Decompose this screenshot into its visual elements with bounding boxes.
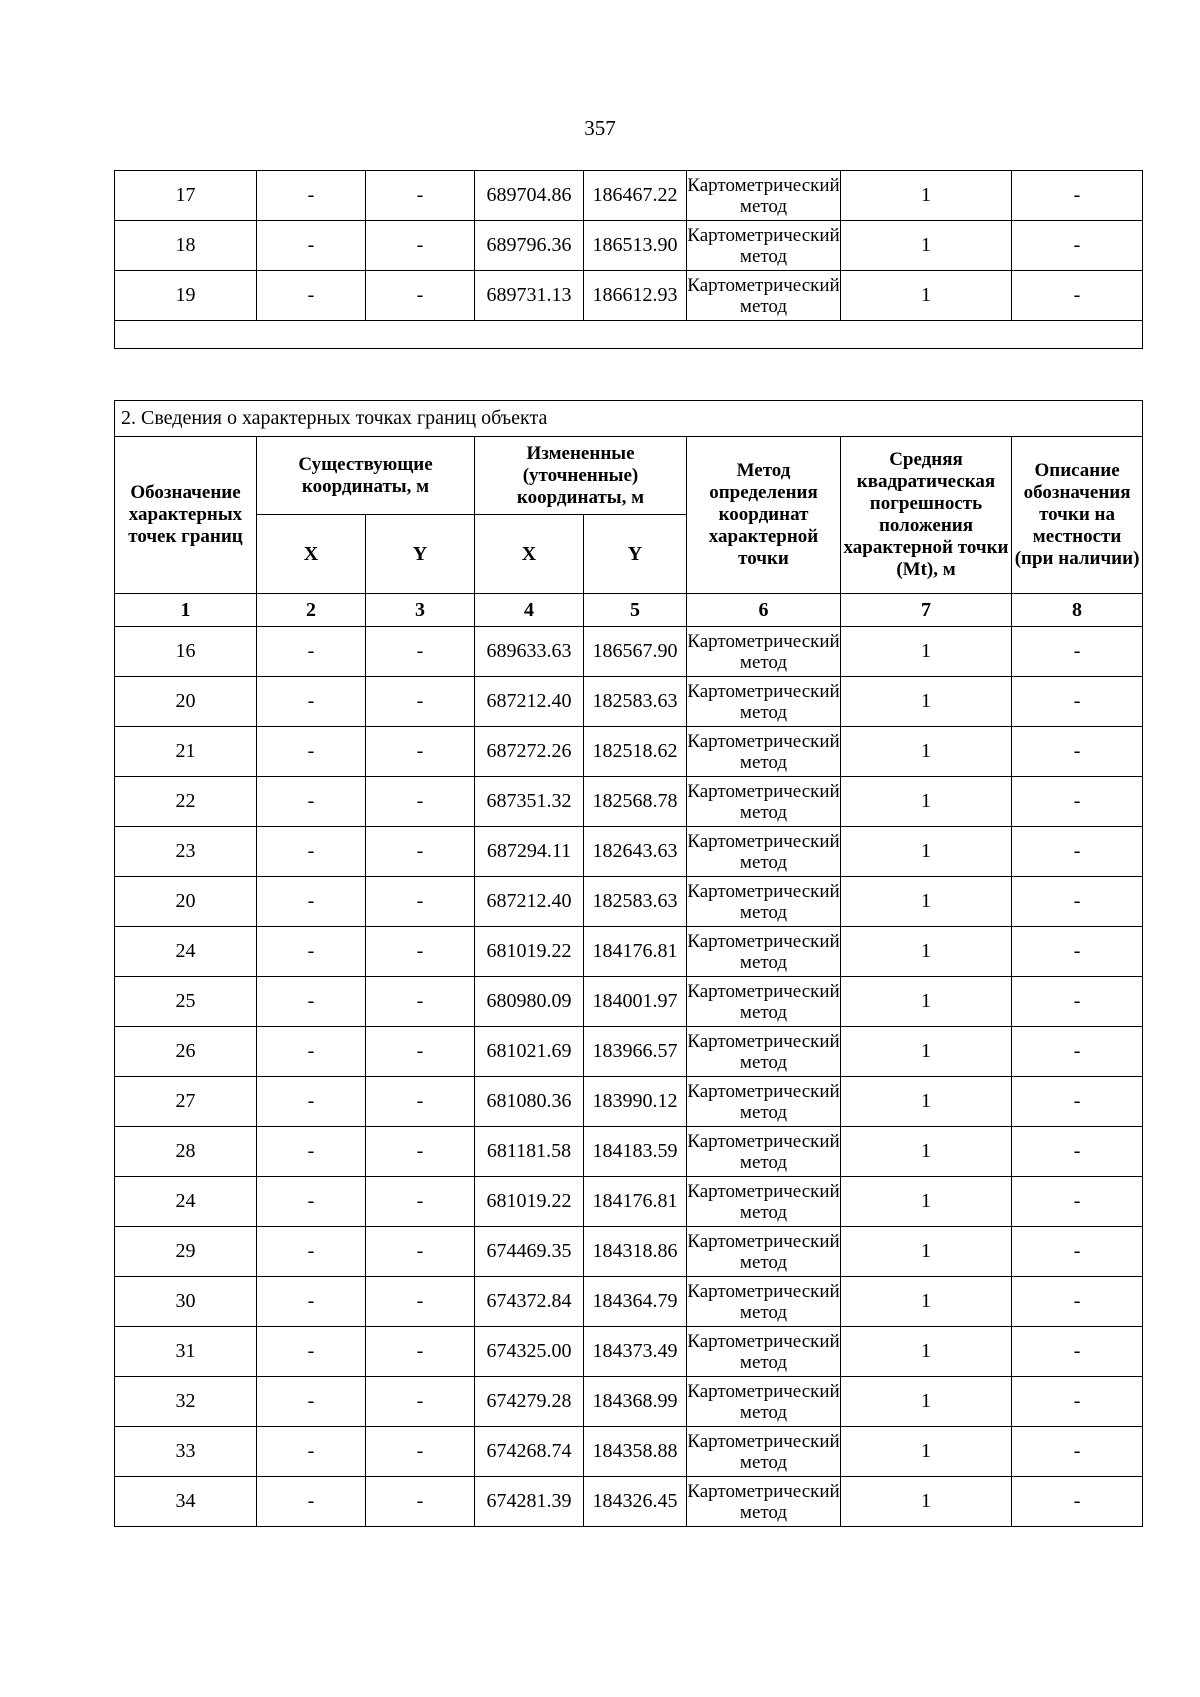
cell-description: - (1012, 171, 1143, 221)
cell-existing-x: - (257, 221, 366, 271)
column-number: 3 (366, 594, 475, 627)
cell-existing-x: - (257, 1427, 366, 1477)
cell-existing-x: - (257, 1027, 366, 1077)
table-row (115, 171, 1143, 221)
cell-method: Картометрический метод (687, 677, 841, 727)
cell-error: 1 (841, 221, 1012, 271)
cell-point: 34 (115, 1477, 257, 1527)
cell-changed-y: 186513.90 (584, 221, 687, 271)
table-row (115, 1027, 1143, 1077)
cell-point: 28 (115, 1127, 257, 1177)
cell-method: Картометрический метод (687, 1327, 841, 1377)
cell-existing-y: - (366, 1027, 475, 1077)
cell-method: Картометрический метод (687, 221, 841, 271)
cell-changed-y: 184368.99 (584, 1377, 687, 1427)
cell-changed-y: 184176.81 (584, 927, 687, 977)
header-existing-coords: Существующие координаты, м (257, 437, 475, 515)
cell-existing-y: - (366, 877, 475, 927)
cell-changed-x: 681181.58 (475, 1127, 584, 1177)
cell-description: - (1012, 1377, 1143, 1427)
cell-changed-y: 182568.78 (584, 777, 687, 827)
cell-method: Картометрический метод (687, 1427, 841, 1477)
cell-description: - (1012, 927, 1143, 977)
cell-error: 1 (841, 927, 1012, 977)
cell-point: 33 (115, 1427, 257, 1477)
cell-changed-y: 184326.45 (584, 1477, 687, 1527)
cell-error: 1 (841, 171, 1012, 221)
header-changed-x: X (475, 515, 584, 594)
table-row (115, 677, 1143, 727)
column-numbers-row (115, 594, 1143, 627)
cell-existing-y: - (366, 927, 475, 977)
cell-changed-y: 184183.59 (584, 1127, 687, 1177)
cell-existing-y: - (366, 827, 475, 877)
cell-existing-x: - (257, 977, 366, 1027)
cell-existing-y: - (366, 171, 475, 221)
cell-changed-x: 687294.11 (475, 827, 584, 877)
cell-changed-x: 687351.32 (475, 777, 584, 827)
cell-changed-y: 186467.22 (584, 171, 687, 221)
table-row (115, 727, 1143, 777)
cell-description: - (1012, 1427, 1143, 1477)
cell-existing-y: - (366, 1127, 475, 1177)
table-row (115, 221, 1143, 271)
cell-error: 1 (841, 977, 1012, 1027)
cell-description: - (1012, 627, 1143, 677)
cell-changed-x: 674469.35 (475, 1227, 584, 1277)
cell-error: 1 (841, 1027, 1012, 1077)
cell-method: Картометрический метод (687, 1377, 841, 1427)
cell-changed-y: 184176.81 (584, 1177, 687, 1227)
header-changed-coords: Измененные (уточненные) координаты, м (475, 437, 687, 515)
table-row (115, 1127, 1143, 1177)
page-number: 357 (584, 116, 616, 140)
cell-changed-x: 689796.36 (475, 221, 584, 271)
cell-point: 21 (115, 727, 257, 777)
cell-error: 1 (841, 1127, 1012, 1177)
cell-description: - (1012, 1127, 1143, 1177)
empty-cell (115, 321, 1143, 349)
cell-changed-x: 689633.63 (475, 627, 584, 677)
header-description: Описание обозначения точки на местности (при наличии) (1012, 437, 1143, 594)
table-row (115, 1227, 1143, 1277)
table-row (115, 1377, 1143, 1427)
cell-existing-x: - (257, 1327, 366, 1377)
cell-existing-y: - (366, 221, 475, 271)
cell-existing-x: - (257, 1177, 366, 1227)
column-number: 4 (475, 594, 584, 627)
cell-error: 1 (841, 1327, 1012, 1377)
cell-existing-x: - (257, 777, 366, 827)
cell-method: Картометрический метод (687, 171, 841, 221)
cell-error: 1 (841, 727, 1012, 777)
cell-error: 1 (841, 777, 1012, 827)
cell-point: 31 (115, 1327, 257, 1377)
cell-existing-y: - (366, 777, 475, 827)
cell-changed-y: 183990.12 (584, 1077, 687, 1127)
cell-existing-y: - (366, 727, 475, 777)
cell-method: Картометрический метод (687, 1277, 841, 1327)
cell-method: Картометрический метод (687, 1027, 841, 1077)
cell-changed-y: 184373.49 (584, 1327, 687, 1377)
cell-changed-y: 184358.88 (584, 1427, 687, 1477)
column-number: 1 (115, 594, 257, 627)
cell-description: - (1012, 1077, 1143, 1127)
cell-changed-y: 184318.86 (584, 1227, 687, 1277)
cell-error: 1 (841, 677, 1012, 727)
cell-method: Картометрический метод (687, 777, 841, 827)
cell-point: 24 (115, 927, 257, 977)
cell-changed-y: 182583.63 (584, 677, 687, 727)
cell-existing-x: - (257, 1477, 366, 1527)
cell-existing-x: - (257, 1127, 366, 1177)
table-row (115, 1077, 1143, 1127)
cell-changed-x: 689731.13 (475, 271, 584, 321)
cell-changed-x: 674281.39 (475, 1477, 584, 1527)
table-row (115, 877, 1143, 927)
cell-error: 1 (841, 1477, 1012, 1527)
cell-description: - (1012, 271, 1143, 321)
cell-method: Картометрический метод (687, 927, 841, 977)
cell-point: 24 (115, 1177, 257, 1227)
cell-description: - (1012, 1027, 1143, 1077)
table-row (115, 977, 1143, 1027)
points-table-continued (114, 170, 1143, 349)
table-row (115, 1177, 1143, 1227)
cell-existing-x: - (257, 171, 366, 221)
cell-point: 30 (115, 1277, 257, 1327)
cell-error: 1 (841, 1227, 1012, 1277)
table-row (115, 1277, 1143, 1327)
cell-point: 23 (115, 827, 257, 877)
cell-method: Картометрический метод (687, 271, 841, 321)
cell-existing-x: - (257, 1227, 366, 1277)
cell-error: 1 (841, 1277, 1012, 1327)
cell-existing-x: - (257, 1077, 366, 1127)
header-point: Обозначение характерных точек границ (115, 437, 257, 594)
cell-existing-x: - (257, 271, 366, 321)
cell-description: - (1012, 777, 1143, 827)
table-row (115, 1477, 1143, 1527)
cell-method: Картометрический метод (687, 627, 841, 677)
header-existing-x: X (257, 515, 366, 594)
header-row-1 (115, 437, 1143, 515)
cell-error: 1 (841, 1077, 1012, 1127)
cell-existing-x: - (257, 877, 366, 927)
cell-method: Картометрический метод (687, 1127, 841, 1177)
cell-existing-x: - (257, 727, 366, 777)
cell-description: - (1012, 1177, 1143, 1227)
cell-changed-x: 674372.84 (475, 1277, 584, 1327)
cell-point: 20 (115, 877, 257, 927)
cell-point: 27 (115, 1077, 257, 1127)
cell-changed-x: 687212.40 (475, 677, 584, 727)
cell-changed-x: 681080.36 (475, 1077, 584, 1127)
cell-changed-y: 182518.62 (584, 727, 687, 777)
header-existing-y: Y (366, 515, 475, 594)
column-number: 5 (584, 594, 687, 627)
points-table-continued-body (115, 171, 1143, 321)
cell-changed-x: 680980.09 (475, 977, 584, 1027)
cell-changed-y: 182643.63 (584, 827, 687, 877)
cell-description: - (1012, 1227, 1143, 1277)
cell-description: - (1012, 877, 1143, 927)
cell-existing-x: - (257, 827, 366, 877)
column-number: 6 (687, 594, 841, 627)
empty-row (115, 321, 1143, 349)
header-changed-y: Y (584, 515, 687, 594)
cell-point: 17 (115, 171, 257, 221)
cell-existing-y: - (366, 1277, 475, 1327)
cell-changed-y: 182583.63 (584, 877, 687, 927)
cell-description: - (1012, 727, 1143, 777)
cell-description: - (1012, 677, 1143, 727)
cell-point: 32 (115, 1377, 257, 1427)
header-error: Средняя квадратическая погрешность положения характерной точки (Mt), м (841, 437, 1012, 594)
cell-point: 25 (115, 977, 257, 1027)
cell-error: 1 (841, 1377, 1012, 1427)
table-caption-row (115, 401, 1143, 437)
cell-point: 18 (115, 221, 257, 271)
cell-point: 22 (115, 777, 257, 827)
cell-changed-y: 183966.57 (584, 1027, 687, 1077)
cell-error: 1 (841, 827, 1012, 877)
cell-existing-y: - (366, 1427, 475, 1477)
cell-point: 29 (115, 1227, 257, 1277)
cell-existing-y: - (366, 1227, 475, 1277)
cell-method: Картометрический метод (687, 827, 841, 877)
cell-description: - (1012, 1327, 1143, 1377)
cell-existing-x: - (257, 1277, 366, 1327)
cell-method: Картометрический метод (687, 1477, 841, 1527)
column-number: 8 (1012, 594, 1143, 627)
cell-description: - (1012, 221, 1143, 271)
cell-description: - (1012, 977, 1143, 1027)
table-row (115, 627, 1143, 677)
column-number: 2 (257, 594, 366, 627)
cell-changed-x: 687212.40 (475, 877, 584, 927)
boundary-points-table-body (115, 627, 1143, 1527)
cell-method: Картометрический метод (687, 727, 841, 777)
cell-error: 1 (841, 627, 1012, 677)
table-caption: 2. Сведения о характерных точках границ объекта (115, 401, 1143, 437)
table-row (115, 927, 1143, 977)
cell-changed-x: 681019.22 (475, 927, 584, 977)
cell-method: Картометрический метод (687, 1177, 841, 1227)
cell-description: - (1012, 1477, 1143, 1527)
cell-existing-y: - (366, 677, 475, 727)
cell-method: Картометрический метод (687, 1077, 841, 1127)
cell-point: 19 (115, 271, 257, 321)
table-row (115, 1327, 1143, 1377)
cell-method: Картометрический метод (687, 977, 841, 1027)
cell-changed-x: 687272.26 (475, 727, 584, 777)
cell-changed-x: 674268.74 (475, 1427, 584, 1477)
column-number: 7 (841, 594, 1012, 627)
cell-point: 16 (115, 627, 257, 677)
cell-description: - (1012, 827, 1143, 877)
table-row (115, 271, 1143, 321)
cell-existing-y: - (366, 1377, 475, 1427)
cell-point: 26 (115, 1027, 257, 1077)
cell-changed-x: 674325.00 (475, 1327, 584, 1377)
cell-changed-x: 681021.69 (475, 1027, 584, 1077)
cell-existing-y: - (366, 1327, 475, 1377)
cell-existing-x: - (257, 627, 366, 677)
cell-existing-y: - (366, 1177, 475, 1227)
cell-description: - (1012, 1277, 1143, 1327)
table-row (115, 827, 1143, 877)
cell-changed-y: 186612.93 (584, 271, 687, 321)
cell-error: 1 (841, 877, 1012, 927)
cell-existing-x: - (257, 677, 366, 727)
cell-changed-y: 184364.79 (584, 1277, 687, 1327)
cell-existing-x: - (257, 927, 366, 977)
cell-error: 1 (841, 271, 1012, 321)
cell-method: Картометрический метод (687, 1227, 841, 1277)
cell-existing-y: - (366, 271, 475, 321)
cell-existing-y: - (366, 1477, 475, 1527)
cell-error: 1 (841, 1427, 1012, 1477)
cell-existing-y: - (366, 977, 475, 1027)
cell-existing-x: - (257, 1377, 366, 1427)
cell-point: 20 (115, 677, 257, 727)
header-method: Метод определения координат характерной точки (687, 437, 841, 594)
cell-changed-x: 681019.22 (475, 1177, 584, 1227)
cell-existing-y: - (366, 627, 475, 677)
cell-existing-y: - (366, 1077, 475, 1127)
cell-error: 1 (841, 1177, 1012, 1227)
table-row (115, 777, 1143, 827)
boundary-points-table (114, 400, 1143, 1527)
cell-changed-x: 689704.86 (475, 171, 584, 221)
cell-changed-y: 186567.90 (584, 627, 687, 677)
cell-method: Картометрический метод (687, 877, 841, 927)
table-row (115, 1427, 1143, 1477)
cell-changed-y: 184001.97 (584, 977, 687, 1027)
cell-changed-x: 674279.28 (475, 1377, 584, 1427)
